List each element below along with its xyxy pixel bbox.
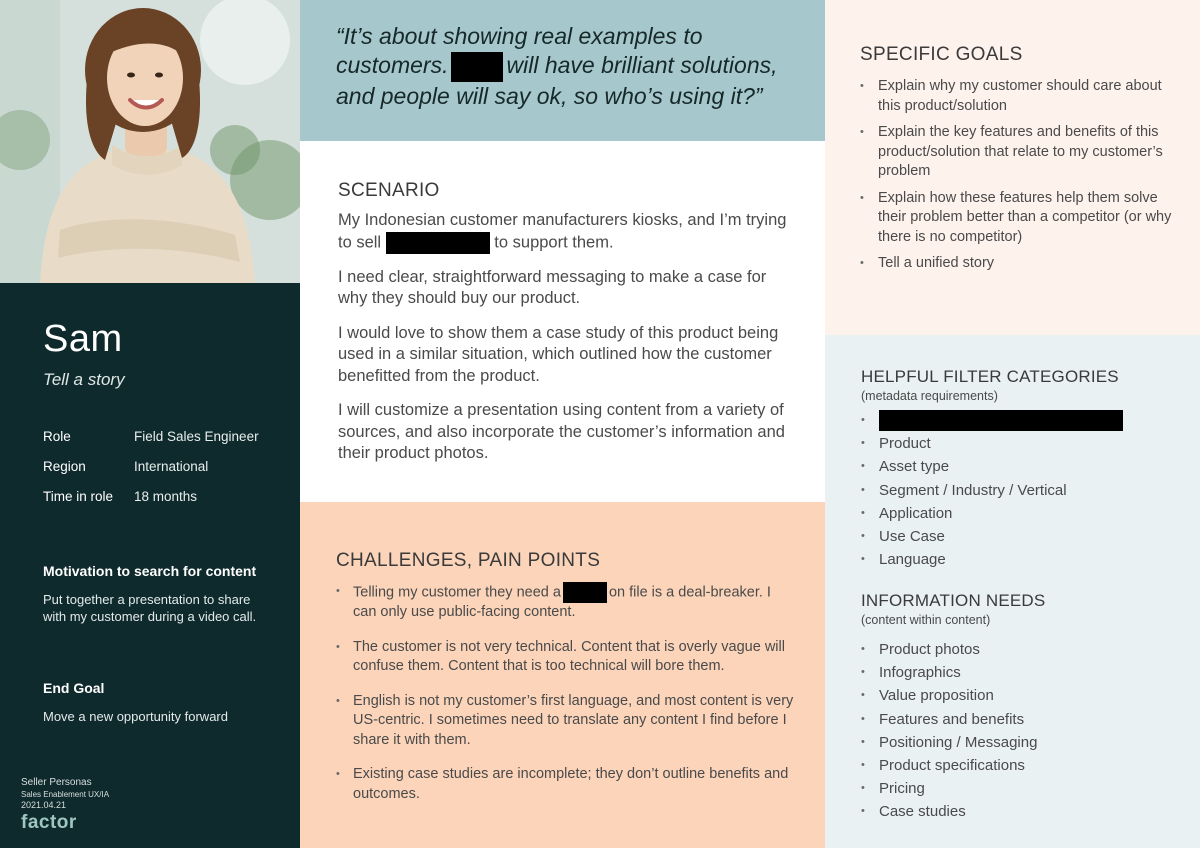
motivation-section (43, 563, 273, 625)
motivation-heading: Motivation to search for content (43, 563, 257, 579)
persona-photo (0, 0, 300, 283)
redacted-block (563, 582, 607, 603)
list-item: • Value proposition (861, 684, 1161, 707)
list-item: • Product photos (861, 638, 1161, 661)
redacted-block (386, 232, 490, 254)
challenge-1-after: on file is a deal-breaker. I can only use public-facing content. (353, 584, 771, 620)
filters-note: (metadata requirements) (861, 389, 998, 403)
scenario-paragraph: I would love to show them a case study of this product being used in a similar situation, which outlined how the customer benefitted from the product. (338, 323, 779, 385)
end-goal-heading: End Goal (43, 680, 105, 696)
list-item: • The customer is not very technical. Content that is overly vague will confuse them. Content that is too technical will bore them. (336, 638, 796, 677)
list-item: • Existing case studies are incomplete; they don’t outline benefits and outcomes. (336, 765, 796, 804)
detail-value: 18 months (134, 488, 198, 504)
list-item: • Product (861, 432, 1161, 455)
end-goal-section (43, 680, 273, 725)
motivation-text: Put together a presentation to share with my customer during a video call. (43, 592, 257, 624)
filters-title: HELPFUL FILTER CATEGORIES (861, 367, 1119, 386)
scenario-paragraph: I need clear, straightforward messaging to make a case for why they should buy our product. (338, 267, 767, 307)
scenario-paragraph (338, 210, 788, 254)
scenario-body (338, 210, 788, 478)
scenario-paragraph: I will customize a presentation using content from a variety of sources, and also incorporate the customer’s information and their product photos. (338, 401, 785, 462)
info-needs-title: INFORMATION NEEDS (861, 591, 1046, 610)
list-item (861, 409, 1161, 432)
list-item (336, 582, 796, 623)
redacted-block (879, 410, 1123, 431)
detail-label: Region (43, 458, 86, 474)
filters-list (861, 409, 1161, 571)
list-item: • Tell a unified story (860, 254, 1180, 274)
list-item: • Positioning / Messaging (861, 731, 1161, 754)
footer-subtitle: Sales Enablement UX/IA (21, 790, 110, 799)
scenario-title: SCENARIO (338, 180, 440, 201)
goals-list (860, 77, 1180, 281)
list-item: • Application (861, 502, 1161, 525)
persona-quote (336, 22, 806, 111)
list-item: • Explain how these features help them solve their problem better than a competitor (or why there is no competitor) (860, 189, 1180, 248)
list-item: • English is not my customer’s first language, and most content is very US-centric. I sometimes need to translate any content I find before I share it with them. (336, 692, 796, 751)
list-item: • Use Case (861, 525, 1161, 548)
list-item: • Features and benefits (861, 708, 1161, 731)
goals-panel (825, 0, 1200, 335)
detail-label: Role (43, 428, 71, 444)
scenario-panel (300, 141, 825, 502)
list-item: • Pricing (861, 777, 1161, 800)
document-footer (21, 776, 109, 834)
filters-header (861, 367, 1119, 403)
list-item: • Case studies (861, 800, 1161, 823)
list-item: • Explain the key features and benefits of this product/solution that relate to my customer’s problem (860, 123, 1180, 182)
list-item: • Language (861, 548, 1161, 571)
redacted-block (451, 52, 503, 82)
detail-row-region (43, 451, 283, 481)
challenges-title: CHALLENGES, PAIN POINTS (336, 550, 601, 571)
filters-panel (825, 335, 1200, 848)
footer-title: Seller Personas (21, 777, 92, 788)
persona-tagline: Tell a story (43, 370, 125, 389)
detail-value: Field Sales Engineer (134, 428, 259, 444)
detail-row-time (43, 481, 283, 511)
detail-value: International (134, 458, 209, 474)
persona-name: Sam (43, 318, 123, 360)
scenario-p1-before: My Indonesian customer manufacturers kiosks, and I’m trying to sell (338, 211, 787, 251)
list-item: • Product specifications (861, 754, 1161, 777)
footer-date: 2021.04.21 (21, 800, 67, 810)
detail-row-role (43, 421, 283, 451)
list-item: • Infographics (861, 661, 1161, 684)
portrait-illustration (0, 0, 300, 283)
list-item: • Asset type (861, 455, 1161, 478)
factor-logo: factor (21, 812, 77, 833)
challenges-list (336, 582, 796, 819)
end-goal-text: Move a new opportunity forward (43, 709, 228, 724)
scenario-p1-after: to support them. (494, 232, 614, 251)
quote-part-2: will have brilliant solutions, and people will say ok, so who’s using it?” (336, 52, 778, 109)
detail-label: Time in role (43, 488, 114, 504)
quote-panel (300, 0, 825, 141)
persona-details (43, 421, 283, 511)
quote-part-1: “It’s about showing real examples to customers. (336, 23, 703, 78)
list-item: • Explain why my customer should care about this product/solution (860, 77, 1180, 116)
challenges-panel (300, 502, 825, 848)
persona-sidebar (0, 0, 300, 848)
info-needs-note: (content within content) (861, 613, 991, 627)
goals-title: SPECIFIC GOALS (860, 44, 1023, 65)
info-needs-header (861, 591, 1045, 627)
info-needs-list (861, 638, 1161, 824)
challenge-1-before: Telling my customer they need a (353, 584, 561, 601)
list-item: • Segment / Industry / Vertical (861, 479, 1161, 502)
